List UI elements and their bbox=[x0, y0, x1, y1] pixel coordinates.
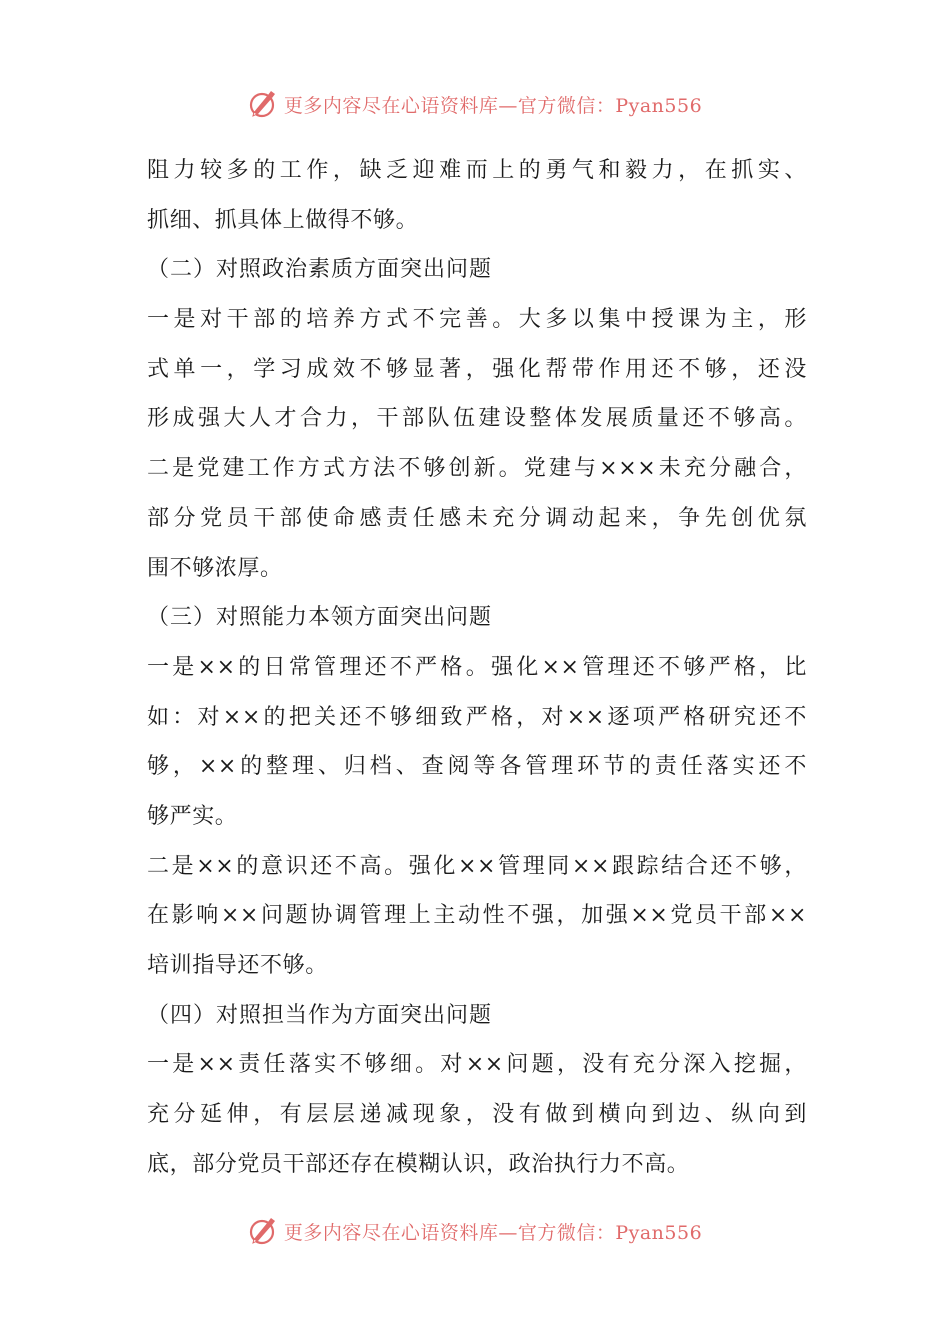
text-line: 部分党员干部使命感责任感未充分调动起来，争先创优氛 bbox=[147, 505, 807, 531]
text-line: 一是××的日常管理还不严格。强化××管理还不够严格，比 bbox=[147, 654, 807, 680]
text-line: 一是××责任落实不够细。对××问题，没有充分深入挖掘， bbox=[147, 1052, 807, 1078]
pen-in-circle-logo-icon bbox=[248, 89, 278, 119]
text-line: 二是党建工作方式方法不够创新。党建与×××未充分融合， bbox=[147, 456, 807, 482]
pen-in-circle-logo-icon bbox=[248, 1216, 278, 1246]
text-line: 如：对××的把关还不够细致严格，对××逐项严格研究还不 bbox=[147, 704, 807, 730]
text-line: 够，××的整理、归档、查阅等各管理环节的责任落实还不 bbox=[147, 754, 807, 780]
footer-watermark-banner bbox=[0, 1211, 950, 1251]
text-line: 式单一，学习成效不够显著，强化帮带作用还不够，还没 bbox=[147, 356, 807, 382]
text-line: 一是对干部的培养方式不完善。大多以集中授课为主，形 bbox=[147, 307, 807, 333]
text-line: 够严实。 bbox=[147, 803, 238, 829]
document-body bbox=[147, 146, 807, 1189]
text-line: 在影响××问题协调管理上主动性不强，加强××党员干部×× bbox=[147, 903, 807, 929]
text-line: 形成强大人才合力，干部队伍建设整体发展质量还不够高。 bbox=[147, 406, 807, 432]
text-line: 培训指导还不够。 bbox=[147, 953, 328, 978]
text-line: 围不够浓厚。 bbox=[147, 555, 283, 581]
text-line: 阻力较多的工作，缺乏迎难而上的勇气和毅力，在抓实、 bbox=[147, 158, 807, 183]
text-line: 二是××的意识还不高。强化××管理同××跟踪结合还不够， bbox=[147, 853, 807, 879]
header-watermark-banner bbox=[0, 84, 950, 124]
section-heading: （二）对照政治素质方面突出问题 bbox=[147, 257, 493, 283]
text-line: 充分延伸，有层层递减现象，没有做到横向到边、纵向到 bbox=[147, 1102, 807, 1128]
text-line: 底，部分党员干部还存在模糊认识，政治执行力不高。 bbox=[147, 1151, 690, 1177]
text-line: 抓细、抓具体上做得不够。 bbox=[147, 207, 419, 233]
section-heading: （三）对照能力本领方面突出问题 bbox=[147, 605, 493, 631]
footer-banner-text: 更多内容尽在心语资料库—官方微信：Pyan556 bbox=[283, 1221, 703, 1244]
header-banner-text: 更多内容尽在心语资料库—官方微信：Pyan556 bbox=[283, 94, 703, 117]
section-heading: （四）对照担当作为方面突出问题 bbox=[147, 1002, 493, 1028]
